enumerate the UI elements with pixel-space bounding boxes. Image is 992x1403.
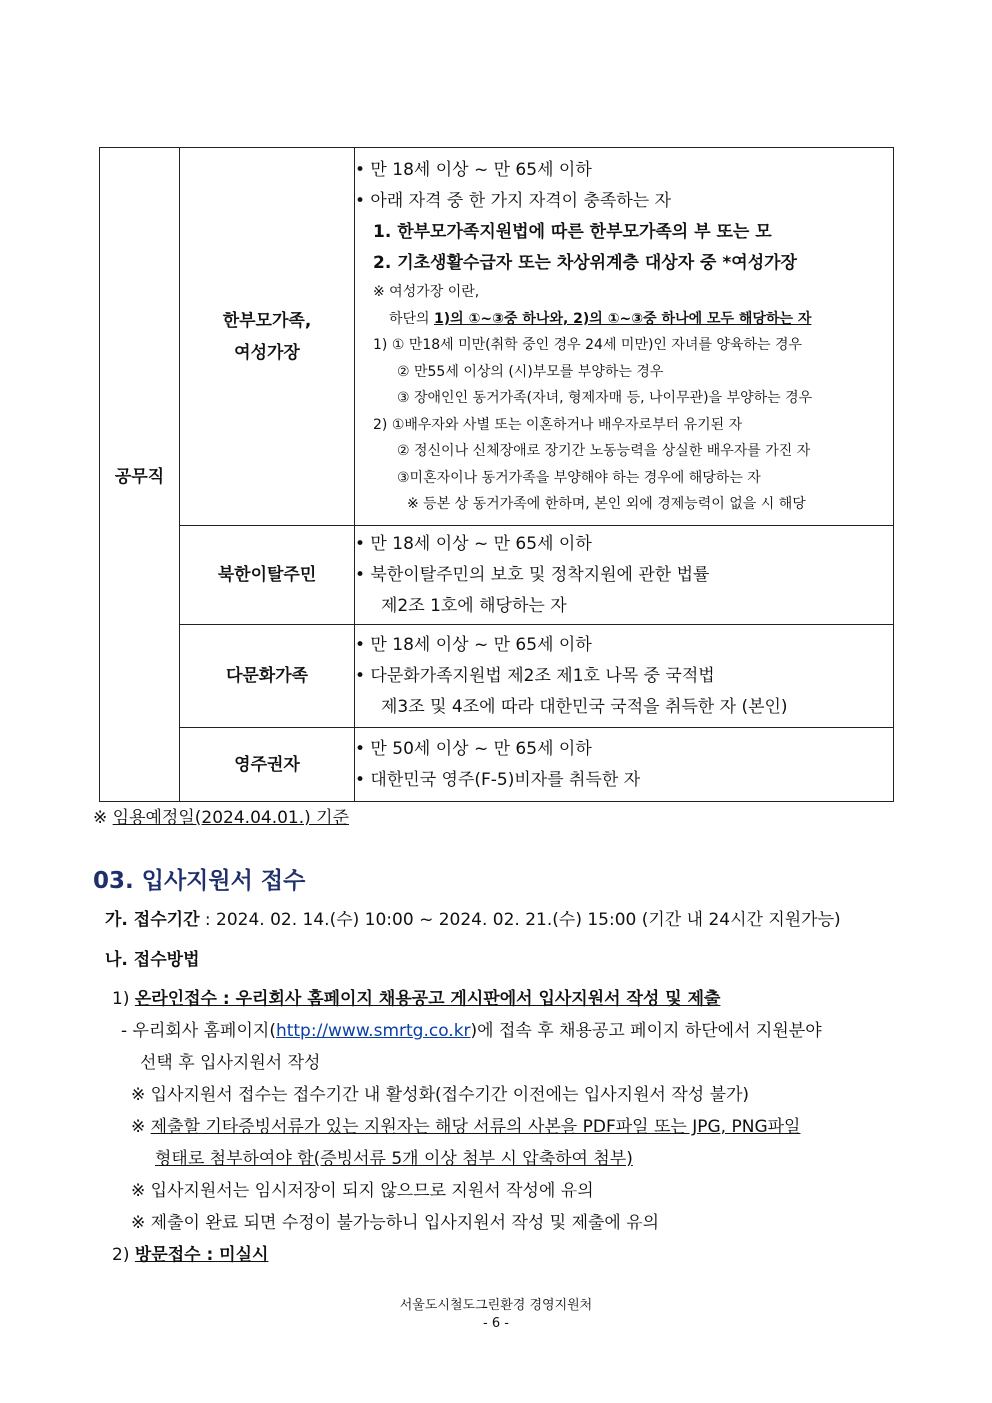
- description-cell: [355, 526, 894, 625]
- criteria-line: • 다문화가족지원법 제2조 제1호 나목 중 국적법: [355, 665, 715, 686]
- note-attachments: [131, 1112, 800, 1137]
- group-cell-permanent-resident: 영주권자: [180, 728, 355, 802]
- note-no-edit: ※ 제출이 완료 되면 수정이 불가능하니 입사지원서 작성 및 제출에 유의: [131, 1213, 660, 1233]
- visit-title: 방문접수 : 미실시: [134, 1245, 269, 1265]
- criteria-line: • 북한이탈주민의 보호 및 정착지원에 관한 법률: [355, 564, 710, 585]
- criteria-line: • 만 18세 이상 ~ 만 65세 이하: [355, 160, 592, 181]
- online-number: 1): [112, 989, 135, 1009]
- group-cell-defector: 북한이탈주민: [180, 526, 355, 625]
- criteria-subline: ② 만55세 이상의 (시)부모를 부양하는 경우: [397, 363, 664, 380]
- note-no-draft: ※ 입사지원서는 임시저장이 되지 않으므로 지원서 작성에 유의: [131, 1181, 594, 1201]
- table-note: [93, 803, 349, 828]
- note-activation: ※ 입사지원서 접수는 접수기간 내 활성화(접수기간 이전에는 입사지원서 작성 불가): [131, 1085, 750, 1105]
- note-emphasis: 1)의 ①~③중 하나와, 2)의 ①~③중 하나에 모두 해당하는 자: [434, 310, 812, 327]
- site-line-2: 선택 후 입사지원서 작성: [140, 1053, 321, 1073]
- criteria-subline: ③미혼자이나 동거가족을 부양해야 하는 경우에 해당하는 자: [397, 469, 761, 486]
- online-line: [112, 984, 720, 1009]
- eligibility-table: [99, 147, 894, 802]
- page-number: - 6 -: [483, 1316, 509, 1331]
- criteria-note: [355, 306, 893, 333]
- period-label: 가. 접수기간: [105, 910, 200, 930]
- criteria-line: • 아래 자격 중 한 가지 자격이 충족하는 자: [355, 191, 672, 212]
- criteria-line: 2. 기초생활수급자 또는 차상위계층 대상자 중 *여성가장: [373, 253, 797, 274]
- homepage-link[interactable]: http://www.smrtg.co.kr: [275, 1021, 471, 1041]
- criteria-line: 제2조 1호에 해당하는 자: [381, 595, 567, 616]
- group-label-line: 여성가장: [234, 342, 300, 363]
- table-note-text: 임용예정일(2024.04.01.) 기준: [112, 808, 350, 828]
- table-row: [100, 625, 894, 728]
- criteria-line: • 대한민국 영주(F-5)비자를 취득한 자: [355, 769, 641, 790]
- site-line: [121, 1016, 822, 1041]
- reference-mark: ※: [131, 1117, 151, 1137]
- note-attachments-line-2: 형태로 첨부하여야 함(증빙서류 5개 이상 첨부 시 압축하여 첨부): [155, 1149, 633, 1169]
- note-prefix: 하단의: [389, 310, 435, 327]
- visit-number: 2): [112, 1245, 135, 1265]
- table-row: [100, 148, 894, 526]
- note-attachments-text: 제출할 기타증빙서류가 있는 지원자는 해당 서류의 사본을 PDF파일 또는 JPG, PNG파일: [150, 1117, 801, 1137]
- group-label-line: 한부모가족,: [222, 310, 312, 331]
- criteria-line: • 만 18세 이상 ~ 만 65세 이하: [355, 533, 592, 554]
- section-heading: 03. 입사지원서 접수: [93, 868, 306, 894]
- group-cell-multicultural: 다문화가족: [180, 625, 355, 728]
- footer-org: 서울도시철도그린환경 경영지원처: [399, 1298, 593, 1313]
- criteria-line: 1. 한부모가족지원법에 따른 한부모가족의 부 또는 모: [373, 222, 772, 243]
- method-label: 나. 접수방법: [105, 950, 200, 970]
- criteria-subline: ※ 등본 상 동거가족에 한하며, 본인 외에 경제능력이 없을 시 해당: [407, 496, 806, 513]
- group-cell-single-parent: [180, 148, 355, 526]
- site-post: )에 접속 후 채용공고 페이지 하단에서 지원분야: [470, 1021, 822, 1041]
- criteria-line: • 만 50세 이상 ~ 만 65세 이하: [355, 738, 592, 759]
- site-pre: - 우리회사 홈페이지(: [121, 1021, 276, 1041]
- reference-mark: ※: [93, 808, 113, 828]
- criteria-note: ※ 여성가장 이란,: [373, 284, 480, 301]
- description-cell: [355, 625, 894, 728]
- description-cell: [355, 148, 894, 526]
- online-title: 온라인접수 : 우리회사 홈페이지 채용공고 게시판에서 입사지원서 작성 및 제출: [134, 989, 721, 1009]
- criteria-subline: 2) ①배우자와 사별 또는 이혼하거나 배우자로부터 유기된 자: [373, 416, 743, 433]
- criteria-line: 제3조 및 4조에 따라 대한민국 국적을 취득한 자 (본인): [381, 696, 788, 717]
- criteria-line: • 만 18세 이상 ~ 만 65세 이하: [355, 634, 592, 655]
- criteria-subline: ② 정신이나 신체장애로 장기간 노동능력을 상실한 배우자를 가진 자: [397, 443, 811, 460]
- criteria-subline: 1) ① 만18세 미만(취학 중인 경우 24세 미만)인 자녀를 양육하는 경우: [373, 337, 803, 354]
- description-cell: [355, 728, 894, 802]
- criteria-subline: ③ 장애인인 동거가족(자녀, 형제자매 등, 나이무관)을 부양하는 경우: [397, 390, 813, 407]
- table-row: [100, 728, 894, 802]
- category-cell: 공무직: [100, 148, 180, 802]
- visit-line: [112, 1240, 268, 1265]
- table-row: [100, 526, 894, 625]
- period-value: : 2024. 02. 14.(수) 10:00 ~ 2024. 02. 21.(수) 15:00 (기간 내 24시간 지원가능): [199, 910, 841, 930]
- period-line: [105, 905, 841, 930]
